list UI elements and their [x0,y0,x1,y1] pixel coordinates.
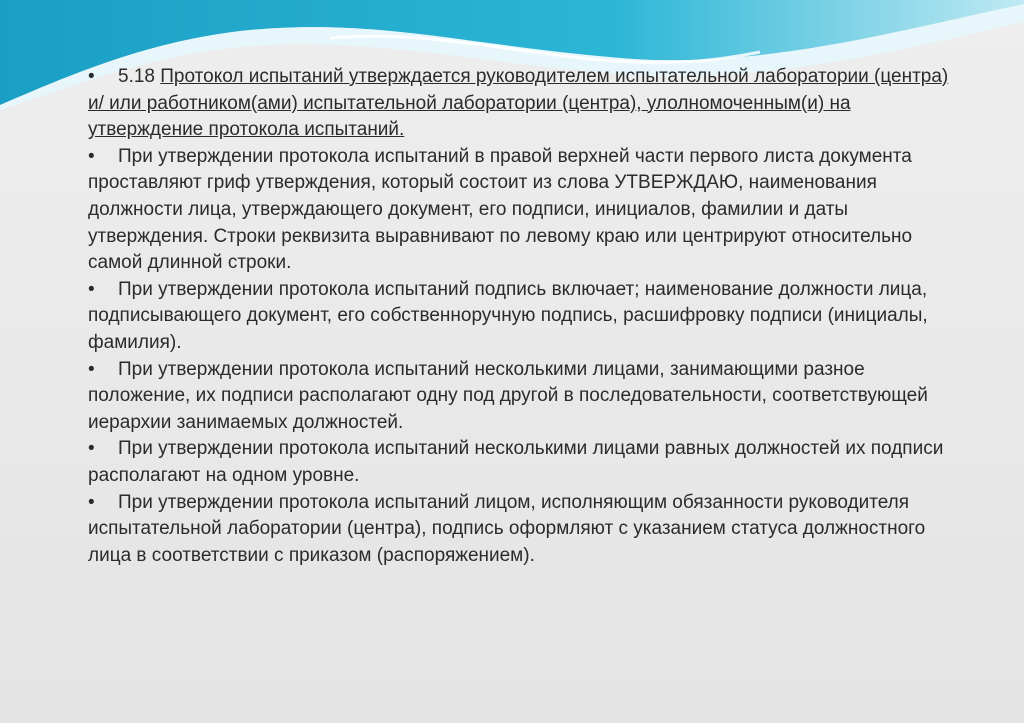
bullet: • [88,438,95,460]
clause-text: Протокол испытаний утверждается руководителем испытательной лаборатории (центра) и/ или работником(ами) испытательной лаборатории (центра), улолномоченным(и) на утверждение протокола испытаний. [88,66,949,141]
paragraph-text: При утверждении протокола испытаний несколькими лицами, занимающими разное положение, их подписи располагают одну под другой в последовательности, соответствующей иерархии занимаемых должностей. [88,358,928,433]
bullet: • [88,145,95,167]
paragraph-text: При утверждении протокола испытаний подпись включает; наименование должности лица, подписывающего документ, его собственноручную подпись, расшифровку подписи (инициалы, фамилия). [88,278,928,353]
bullet: • [88,278,95,300]
paragraph-multiple-signers [88,357,968,437]
paragraph-acting-head [88,490,968,570]
bullet: • [88,358,95,380]
paragraph-text: При утверждении протокола испытаний несколькими лицами равных должностей их подписи располагают на одном уровне. [88,438,944,486]
text-body [88,64,968,569]
paragraph-text: При утверждении протокола испытаний лицом, исполняющим обязанности руководителя испытательной лаборатории (центра), подпись оформляют с указанием статуса должностного лица в соответствии с приказом (распоряжением). [88,491,926,566]
bullet: • [88,491,95,513]
paragraph-5-18 [88,64,968,144]
paragraph-text: При утверждении протокола испытаний в правой верхней части первого листа документа проставляют гриф утверждения, который состоит из слова УТВЕРЖДАЮ, наименования должности лица, утверждающего документ, его подписи, инициалов, фамилии и даты утверждения. Строки реквизита выравнивают по левому краю или центрируют относительно самой длинной строки. [88,145,913,274]
paragraph-equal-positions [88,436,968,489]
bullet: • [88,66,95,87]
clause-number: 5.18 [118,66,155,87]
paragraph-approval-stamp [88,144,968,277]
paragraph-signature [88,277,968,357]
